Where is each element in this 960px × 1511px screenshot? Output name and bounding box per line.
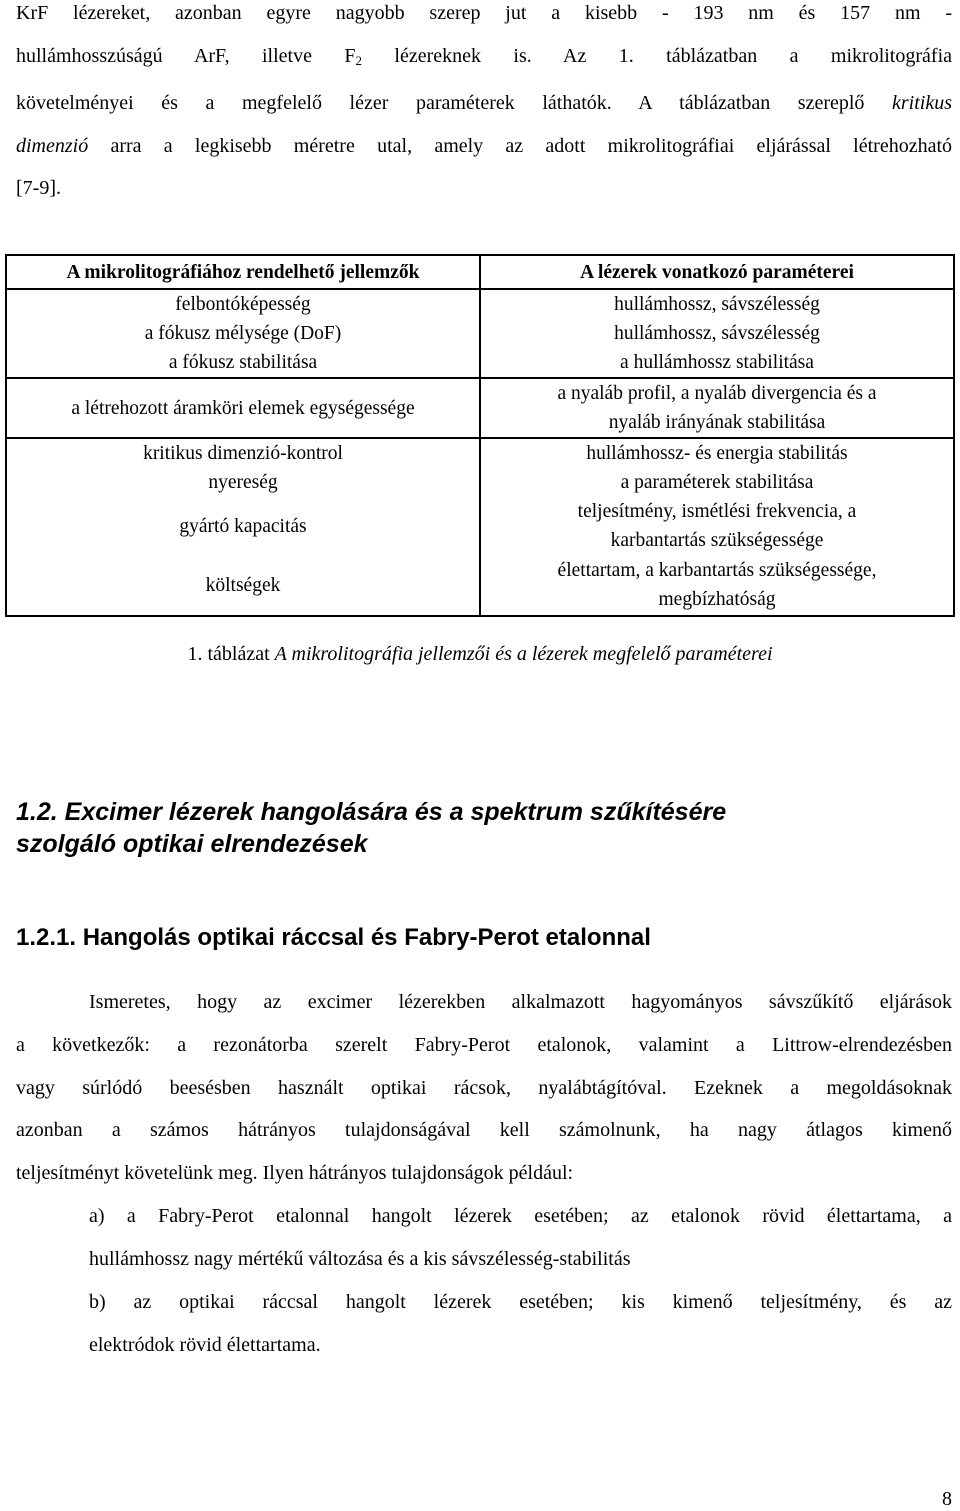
list-line: a) a Fabry-Perot etalonnal hangolt lézerek esetében; az etalonok rövid élettartama, a bbox=[89, 1205, 952, 1227]
table-row bbox=[6, 497, 954, 555]
table-cell: felbontóképesség bbox=[6, 289, 480, 319]
table-cell: kritikus dimenzió-kontrol bbox=[6, 438, 480, 468]
table-row bbox=[6, 319, 954, 348]
table-header-right: A lézerek vonatkozó paraméterei bbox=[480, 255, 954, 289]
list-line: elektródok rövid élettartama. bbox=[89, 1333, 321, 1356]
body-paragraph bbox=[16, 981, 952, 1195]
table-header-row bbox=[6, 255, 954, 289]
table-cell: a fókusz mélysége (DoF) bbox=[6, 319, 480, 348]
section-heading bbox=[16, 796, 726, 860]
table-cell: a hullámhossz stabilitása bbox=[480, 348, 954, 378]
text-fragment: követelményei és a megfelelő lézer paraméterek láthatók. A táblázatban szereplő bbox=[16, 92, 892, 114]
cell-line: megbízhatóság bbox=[658, 589, 776, 610]
table-header-left: A mikrolitográfiához rendelhető jellemzők bbox=[6, 255, 480, 289]
cell-line: élettartam, a karbantartás szükségessége, bbox=[557, 560, 877, 581]
caption-label: 1. táblázat bbox=[187, 643, 275, 665]
table-row bbox=[6, 468, 954, 497]
table-cell bbox=[480, 378, 954, 438]
page-number: 8 bbox=[942, 1488, 952, 1510]
body-line: vagy súrlódó beesésben használt optikai rácsok, nyalábtágítóval. Ezeknek a megoldásoknak bbox=[16, 1076, 952, 1099]
table-row bbox=[6, 438, 954, 468]
body-line: teljesítményt követelünk meg. Ilyen hátrányos tulajdonságok például: bbox=[16, 1162, 574, 1185]
heading-line: szolgáló optikai elrendezések bbox=[16, 830, 368, 858]
list-line: hullámhossz nagy mértékű változása és a kis sávszélesség-stabilitás bbox=[89, 1247, 631, 1270]
table-cell: költségek bbox=[6, 555, 480, 616]
subsection-heading: 1.2.1. Hangolás optikai ráccsal és Fabry-Perot etalonnal bbox=[16, 924, 651, 951]
intro-line: KrF lézereket, azonban egyre nagyobb szerep jut a kisebb - 193 nm és 157 nm - bbox=[16, 2, 952, 24]
body-line: a következők: a rezonátorba szerelt Fabry-Perot etalonok, valamint a Littrow-elrendezésben bbox=[16, 1033, 952, 1056]
text-fragment: lézereknek is. Az 1. táblázatban a mikrolitográfia bbox=[362, 44, 952, 67]
table-cell: a paraméterek stabilitása bbox=[620, 472, 814, 493]
table-row bbox=[6, 378, 954, 438]
table-cell: gyártó kapacitás bbox=[6, 497, 480, 555]
table-row bbox=[6, 348, 954, 378]
table-cell: nyereség bbox=[6, 468, 480, 497]
body-line: Ismeretes, hogy az excimer lézerekben alkalmazott hagyományos sávszűkítő eljárások bbox=[89, 991, 952, 1013]
body-line: azonban a számos hátrányos tulajdonságával kell számolnunk, ha nagy átlagos kimenő bbox=[16, 1119, 952, 1142]
text-fragment: arra a legkisebb méretre utal, amely az adott mikrolitográfiai eljárással létrehozható bbox=[88, 134, 952, 157]
italic-term: dimenzió bbox=[16, 134, 89, 157]
table-caption bbox=[0, 643, 960, 666]
list-line: b) az optikai ráccsal hangolt lézerek esetében; kis kimenő teljesítmény, és az bbox=[89, 1291, 952, 1313]
table-cell: hullámhossz, sávszélesség bbox=[614, 323, 820, 344]
caption-text: A mikrolitográfia jellemzői és a lézerek megfelelő paraméterei bbox=[274, 643, 773, 665]
text-fragment: hullámhosszúságú ArF, illetve F bbox=[16, 44, 356, 67]
table-cell: a fókusz stabilitása bbox=[6, 348, 480, 378]
table-cell: a létrehozott áramköri elemek egységessége bbox=[6, 378, 480, 438]
table-cell bbox=[480, 497, 954, 555]
table-cell bbox=[480, 555, 954, 616]
table-cell: hullámhossz- és energia stabilitás bbox=[586, 443, 848, 464]
intro-line: [7-9]. bbox=[16, 177, 61, 199]
cell-line: a nyaláb profil, a nyaláb divergencia és a bbox=[557, 383, 877, 404]
heading-line: 1.2. Excimer lézerek hangolására és a spektrum szűkítésére bbox=[16, 798, 727, 826]
cell-line: karbantartás szükségessége bbox=[610, 530, 824, 551]
cell-line: nyaláb irányának stabilitása bbox=[608, 412, 826, 433]
subscript: 2 bbox=[355, 52, 362, 68]
table-row bbox=[6, 289, 954, 319]
list-item-a bbox=[16, 1195, 952, 1281]
list-item-b bbox=[16, 1281, 952, 1367]
table-cell: hullámhossz, sávszélesség bbox=[614, 294, 820, 315]
italic-term: kritikus bbox=[892, 92, 952, 114]
intro-line bbox=[16, 82, 952, 125]
intro-line bbox=[16, 125, 952, 168]
intro-paragraph bbox=[16, 0, 952, 210]
table-row bbox=[6, 555, 954, 616]
intro-line bbox=[16, 35, 952, 83]
requirements-table bbox=[5, 254, 955, 617]
cell-line: teljesítmény, ismétlési frekvencia, a bbox=[577, 501, 857, 522]
